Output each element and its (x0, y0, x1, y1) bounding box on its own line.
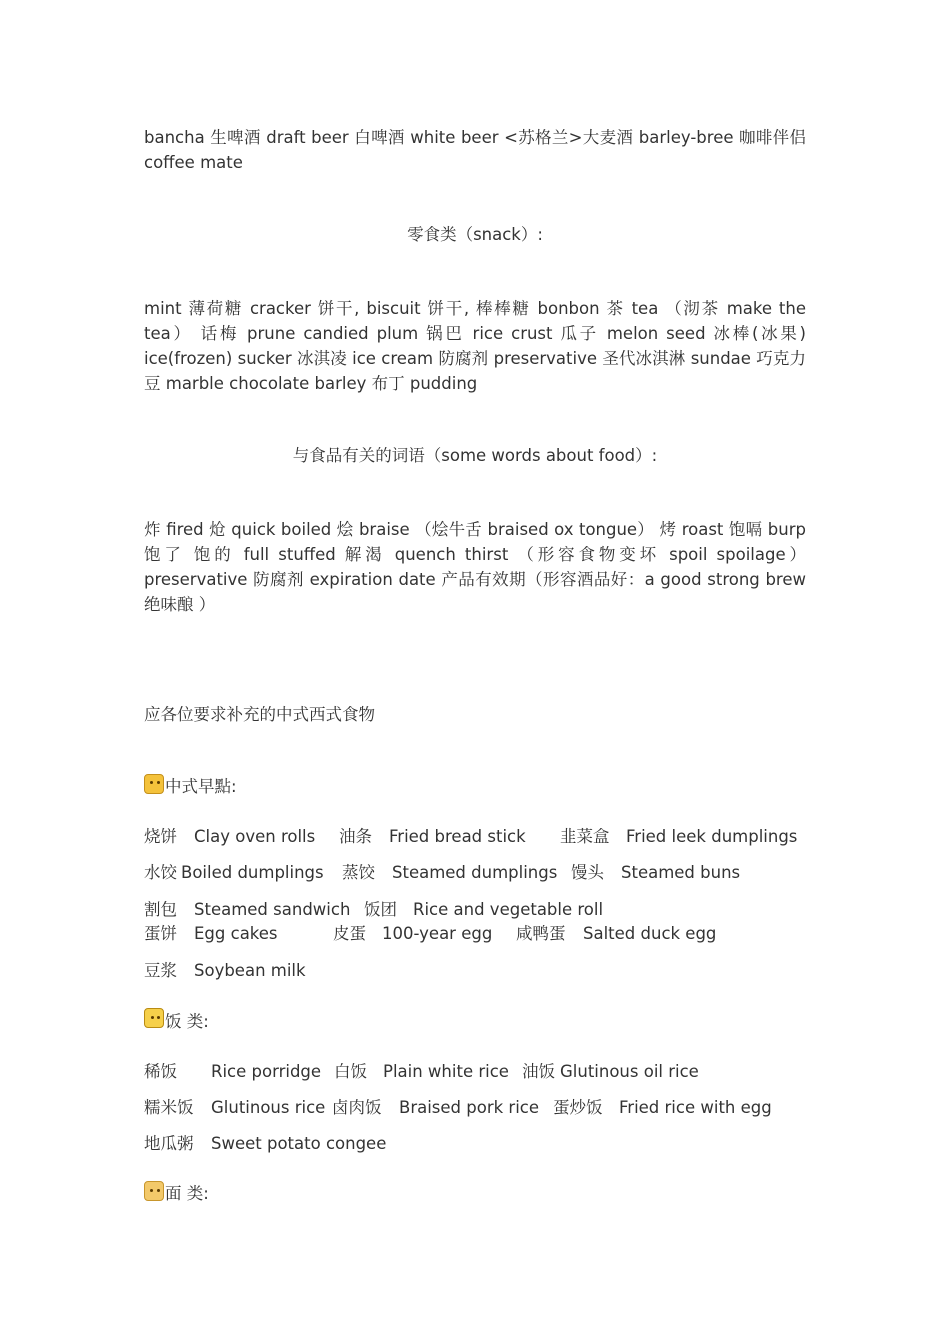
food-en: Fried bread stick (389, 827, 526, 846)
food-zh: 豆浆 (144, 961, 177, 980)
emoticon-icon (144, 1181, 164, 1201)
food-zh: 水饺 (144, 863, 177, 882)
rice-row (144, 1097, 806, 1119)
snack-heading: 零食类（snack）: (407, 225, 543, 244)
breakfast-row (144, 826, 806, 848)
drinks-paragraph: bancha 生啤酒 draft beer 白啤酒 white beer <苏格兰>大麦酒 barley-bree 咖啡伴侣 coffee mate (144, 128, 806, 172)
food-zh: 饭团 (364, 900, 397, 919)
breakfast-row (144, 960, 806, 982)
food-en: Fried leek dumplings (626, 827, 798, 846)
food-zh: 地瓜粥 (144, 1134, 194, 1153)
food-en: Steamed buns (621, 863, 741, 882)
food-zh: 韭菜盒 (560, 827, 610, 846)
food-zh: 蛋饼 (144, 924, 177, 943)
food-zh: 烧饼 (144, 827, 177, 846)
food-zh: 油条 (339, 827, 372, 846)
food-zh: 咸鸭蛋 (516, 924, 566, 943)
food-en: Egg cakes (194, 924, 278, 943)
food-en: Glutinous oil rice (560, 1062, 699, 1081)
food-zh: 蛋炒饭 (553, 1098, 603, 1117)
snack-paragraph: mint 薄荷糖 cracker 饼干, biscuit 饼干, 棒棒糖 bonbon 茶 tea （沏茶 make the tea） 话梅 prune candied plum 锅巴 rice crust 瓜子 melon seed 冰棒(冰果) ice(frozen) sucker 冰淇凌 ice cream 防腐剂 preservative 圣代冰淇淋 sundae 巧克力豆 marble chocolate barley 布丁 pudding (144, 299, 806, 393)
supplement-title: 应各位要求补充的中式西式食物 (144, 705, 375, 724)
food-words-heading: 与食品有关的词语（some words about food）: (292, 446, 658, 465)
breakfast-row (144, 923, 806, 945)
food-en: Fried rice with egg (619, 1098, 772, 1117)
breakfast-row (144, 899, 806, 921)
rice-row (144, 1061, 806, 1083)
food-zh: 白饭 (334, 1062, 367, 1081)
food-en: Steamed sandwich (194, 900, 351, 919)
food-en: Sweet potato congee (211, 1134, 387, 1153)
breakfast-row (144, 862, 806, 884)
food-zh: 油饭 (522, 1062, 555, 1081)
food-en: Steamed dumplings (392, 863, 558, 882)
food-en: Rice porridge (211, 1062, 322, 1081)
smiley-emoticon-icon (144, 774, 164, 794)
food-words-paragraph: 炸 fired 炝 quick boiled 烩 braise （烩牛舌 braised ox tongue） 烤 roast 饱嗝 burp 饱了 饱的 full stuffed 解渴 quench thirst （形容食物变坏 spoil spoilage） preservative 防腐剂 expiration date 产品有效期（形容酒品好：a good strong brew 绝味酿 ） (144, 520, 806, 614)
rice-heading: 饭 类: (165, 1012, 209, 1031)
food-en: Salted duck egg (583, 924, 717, 943)
food-zh: 割包 (144, 900, 177, 919)
breakfast-heading: 中式早點: (165, 777, 237, 796)
food-en: Soybean milk (194, 961, 306, 980)
food-en: Glutinous rice (211, 1098, 326, 1117)
rice-row (144, 1133, 806, 1155)
food-en: Rice and vegetable roll (413, 900, 604, 919)
food-zh: 皮蛋 (333, 924, 366, 943)
food-zh: 馒头 (571, 863, 604, 882)
food-en: Clay oven rolls (194, 827, 316, 846)
food-zh: 糯米饭 (144, 1098, 194, 1117)
food-zh: 蒸饺 (342, 863, 375, 882)
food-zh: 卤肉饭 (332, 1098, 382, 1117)
food-en: Boiled dumplings (181, 863, 324, 882)
emoticon-icon (144, 1008, 164, 1028)
food-en: Braised pork rice (399, 1098, 540, 1117)
food-zh: 稀饭 (144, 1062, 177, 1081)
noodles-heading: 面 类: (165, 1184, 209, 1203)
food-en: 100-year egg (382, 924, 493, 943)
food-en: Plain white rice (383, 1062, 509, 1081)
